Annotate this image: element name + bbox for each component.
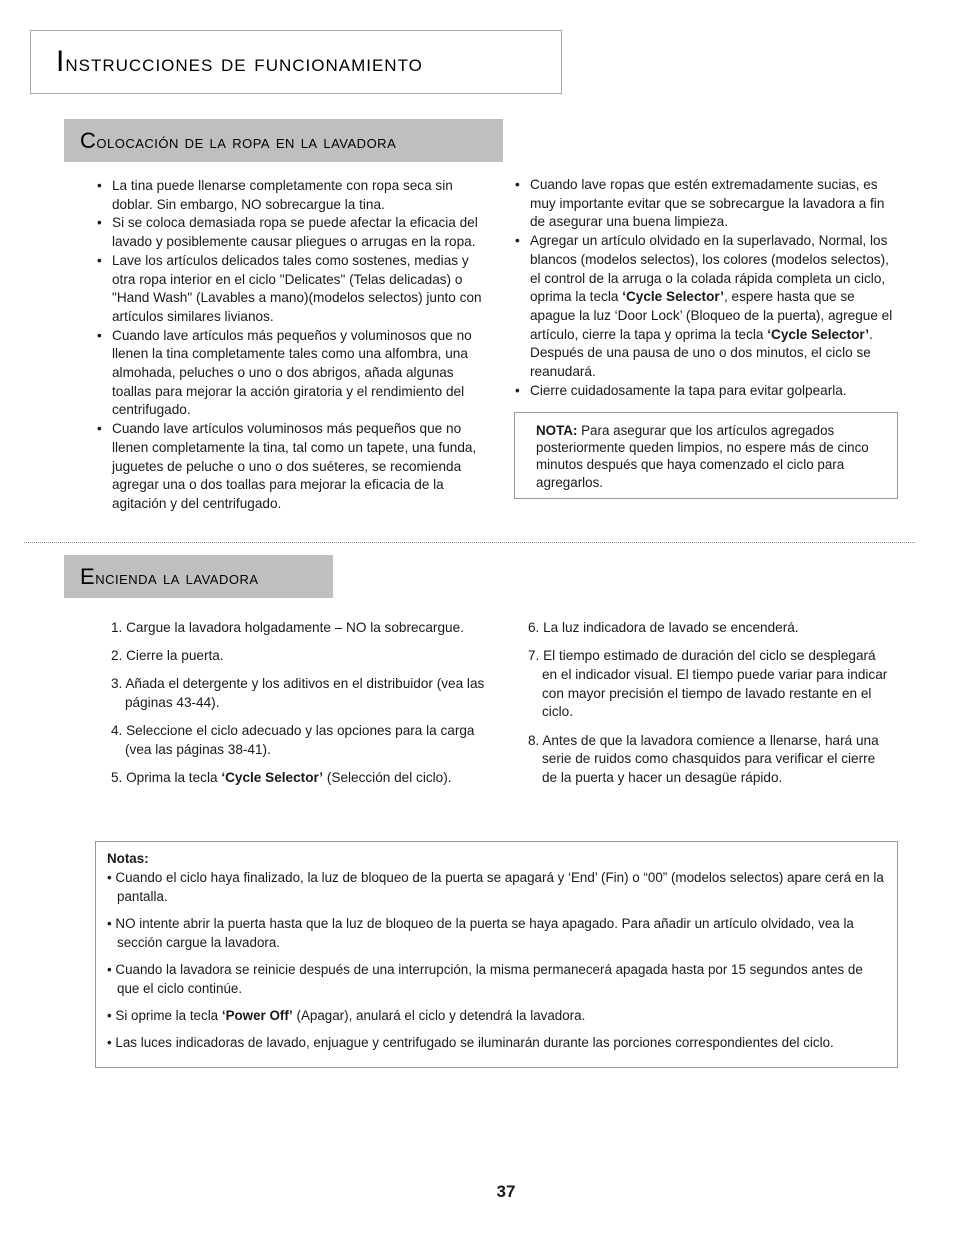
step-item: 2. Cierre la puerta. <box>111 648 224 664</box>
text-run: • Si oprime la tecla <box>107 1008 222 1024</box>
text-run: . Después de una pausa de uno o dos minutos, el ciclo se reanudará. <box>530 326 873 380</box>
list-item: • La tina puede llenarse completamente con ropa seca sin doblar. Sin embargo, NO sobrecargue la tina. <box>97 177 482 214</box>
list-item: • Cuando lave artículos más pequeños y voluminosos que no llenen la tina completamente tales como una alfombra, una almohada, peluches o uno o dos abrigos, añada algunas toallas para mejorar la acción giratoria y el rendimiento del centrifugado. <box>97 327 482 421</box>
note-item: • Las luces indicadoras de lavado, enjuague y centrifugado se iluminarán durante las porciones correspondientes del ciclo. <box>107 1035 834 1051</box>
list-item: • Si se coloca demasiada ropa se puede afectar la eficacia del lavado y posiblemente causar pliegues o arrugas en la ropa. <box>97 214 482 251</box>
step-item: 7. El tiempo estimado de duración del ciclo se desplegará en el indicador visual. El tiempo puede variar para indicar con mayor precisión el tiempo de lavado restante en el ciclo. <box>528 648 888 720</box>
notes-heading: Notas: <box>107 851 149 866</box>
list-item: • Cuando lave artículos voluminosos más pequeños que no llenen completamente la tina, tal como un tapete, una funda, juguetes de peluche o uno o dos suéteres, se recomienda agregar una o dos toallas para mejorar la eficacia de la agitación y del centrifugado. <box>97 420 482 514</box>
nota-callout <box>514 412 898 499</box>
nota-text: Para asegurar que los artículos agregados posteriormente queden limpios, no espere más de cinco minutos después que haya comenzado el ciclo para agregarlos. <box>536 423 869 490</box>
cycle-selector-key-label: ‘Cycle Selector’ <box>221 770 324 786</box>
list-item: • Cierre cuidadosamente la tapa para evitar golpearla. <box>515 382 893 401</box>
page-title-box <box>30 30 562 94</box>
cycle-selector-key-label: ‘Cycle Selector’ <box>622 289 724 305</box>
cycle-selector-key-label: ‘Cycle Selector’ <box>767 326 870 342</box>
list-item: • Cuando lave ropas que estén extremadamente sucias, es muy importante evitar que se sobrecargue la lavadora a fin de asegurar una buena limpieza. <box>515 176 893 232</box>
note-item: • NO intente abrir la puerta hasta que la luz de bloqueo de la puerta se haya apagado. Para añadir un artículo olvidado, vea la sección cargue la lavadora. <box>107 915 854 950</box>
notes-callout <box>95 841 898 1068</box>
loading-tips-left-column <box>97 177 482 514</box>
notes-list <box>107 869 885 1053</box>
step-item <box>111 769 486 788</box>
power-off-key-label: ‘Power Off’ <box>221 1008 293 1024</box>
loading-tips-right-column <box>515 176 893 400</box>
start-steps-list-right <box>528 619 893 788</box>
step-item: 3. Añada el detergente y los aditivos en el distribuidor (vea las páginas 43-44). <box>111 676 485 711</box>
section-heading-encienda <box>64 555 333 598</box>
section-heading-text: Colocación de la ropa en la lavadora <box>80 128 397 153</box>
step-item: 8. Antes de que la lavadora comience a llenarse, hará una serie de ruidos como chasquidos para verificar el cierre de la puerta y hacer un desagüe rápido. <box>528 732 879 785</box>
text-run: (Selección del ciclo). <box>323 770 452 786</box>
text-run: (Apagar), anulará el ciclo y detendrá la lavadora. <box>292 1008 586 1024</box>
start-steps-right-column <box>528 619 893 797</box>
note-item: • Cuando la lavadora se reinicie después de una interrupción, la misma permanecerá apagada hasta por 15 segundos antes de que el ciclo continúe. <box>107 961 863 996</box>
list-item <box>515 232 893 382</box>
loading-tips-list <box>97 177 482 514</box>
step-item: 6. La luz indicadora de lavado se encenderá. <box>528 620 799 635</box>
note-item: • Cuando el ciclo haya finalizado, la luz de bloqueo de la puerta se apagará y ‘End’ (Fin) o “00” (modelos selectos) apare cerá en la pantalla. <box>107 869 884 904</box>
section-heading-colocacion <box>64 119 503 162</box>
text-run: Agregar un artículo olvidado en la superlavado, Normal, los blancos (modelos selectos), los colores (modelos selectos), el control de la arruga o la colada rápida completa un ciclo, oprima la tecla <box>530 233 889 305</box>
section-heading-text: Encienda la lavadora <box>80 564 259 589</box>
note-item <box>107 1007 885 1026</box>
start-steps-list <box>111 619 486 788</box>
list-item: • Lave los artículos delicados tales como sostenes, medias y otra ropa interior en el ciclo "Delicates" (Telas delicadas) o "Hand Wash" (Lavables a mano)(modelos selectos) junto con artículos similares livianos. <box>97 252 482 327</box>
text-run: , espere hasta que se apague la luz ‘Door Lock’ (Bloqueo de la puerta), agregue el artículo, cierre la tapa y oprima la tecla <box>530 289 893 342</box>
step-item: 4. Seleccione el ciclo adecuado y las opciones para la carga (vea las páginas 38-41). <box>111 723 475 758</box>
section-divider <box>24 542 915 543</box>
page-number: 37 <box>496 1182 516 1201</box>
loading-tips-list-right <box>515 176 893 400</box>
text-run: 5. Oprima la tecla <box>111 770 222 786</box>
start-steps-left-column <box>111 619 486 797</box>
nota-label: NOTA: <box>536 423 578 438</box>
page-title: Instrucciones de funcionamiento <box>56 45 423 78</box>
step-item: 1. Cargue la lavadora holgadamente – NO la sobrecargue. <box>111 620 464 635</box>
